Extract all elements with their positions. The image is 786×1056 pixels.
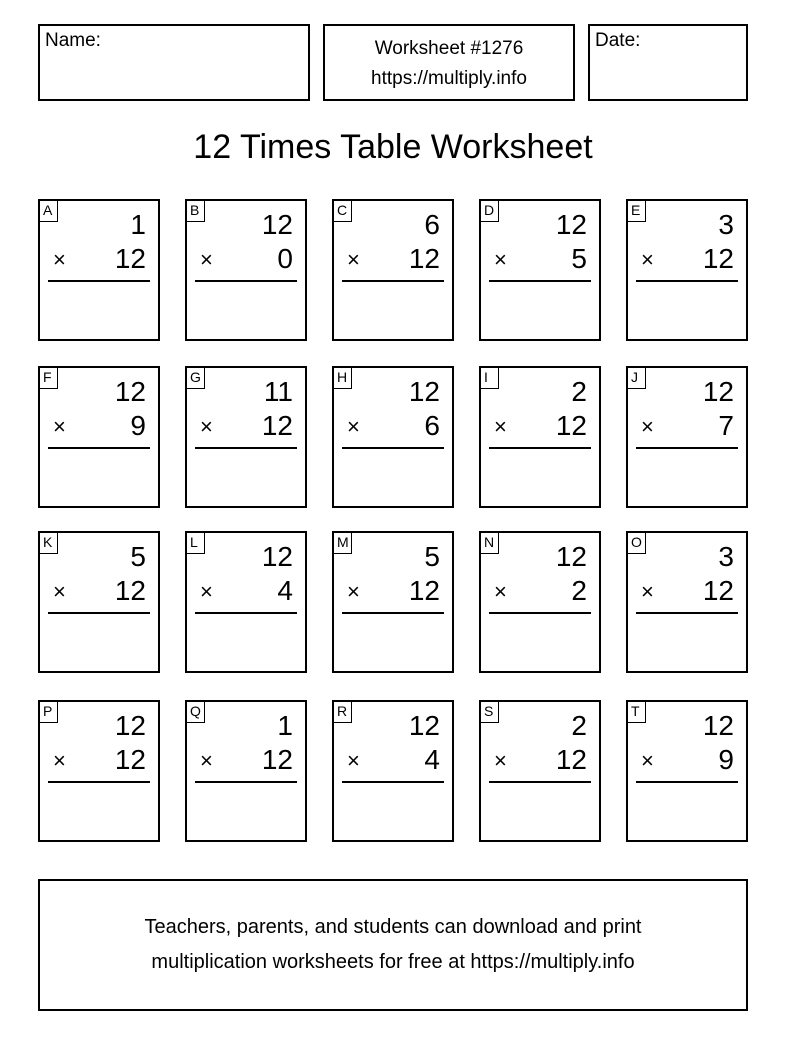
footer-line-2: multiplication worksheets for free at https://multiply.info	[151, 951, 635, 973]
times-icon: ×	[494, 748, 507, 773]
problem-bottom-number: 12	[408, 575, 440, 606]
problem-top-number: 3	[718, 209, 734, 240]
problem-card	[38, 199, 160, 341]
times-icon: ×	[53, 579, 66, 604]
problem-card	[332, 700, 454, 842]
problem-card	[332, 366, 454, 508]
problem-top-number: 12	[555, 541, 587, 572]
problem-letter: E	[627, 200, 646, 222]
problem-top-number: 12	[555, 209, 587, 240]
problem-card	[479, 531, 601, 673]
problem-letter: P	[39, 701, 58, 723]
answer-line	[195, 781, 297, 783]
times-icon: ×	[494, 579, 507, 604]
problem-top-number: 12	[114, 710, 146, 741]
problem-bottom-number: 12	[555, 410, 587, 441]
problem-letter: N	[480, 532, 499, 554]
times-icon: ×	[200, 414, 213, 439]
problem-letter: I	[480, 367, 499, 389]
problem-top-number: 12	[408, 710, 440, 741]
problem-top-number: 1	[277, 710, 293, 741]
problem-bottom-number: 12	[114, 575, 146, 606]
problem-top-number: 12	[261, 541, 293, 572]
problem-top-number: 2	[571, 710, 587, 741]
answer-line	[489, 781, 591, 783]
times-icon: ×	[641, 414, 654, 439]
problem-bottom-number: 12	[408, 243, 440, 274]
problem-card	[185, 700, 307, 842]
worksheet-info-box	[323, 24, 575, 101]
problem-card	[38, 700, 160, 842]
problem-card	[38, 366, 160, 508]
problem-card	[626, 366, 748, 508]
problem-card	[626, 199, 748, 341]
problem-letter: G	[186, 367, 205, 389]
problem-card	[479, 199, 601, 341]
problem-card	[626, 700, 748, 842]
answer-line	[342, 612, 444, 614]
worksheet-url: https://multiply.info	[371, 68, 527, 89]
problem-top-number: 6	[424, 209, 440, 240]
problem-bottom-number: 12	[114, 243, 146, 274]
problem-bottom-number: 12	[114, 744, 146, 775]
answer-line	[342, 280, 444, 282]
problem-card	[479, 366, 601, 508]
answer-line	[48, 447, 150, 449]
problem-top-number: 12	[702, 710, 734, 741]
problem-letter: O	[627, 532, 646, 554]
answer-line	[195, 280, 297, 282]
problem-letter: M	[333, 532, 352, 554]
problem-bottom-number: 0	[277, 243, 293, 274]
problem-letter: T	[627, 701, 646, 723]
answer-line	[48, 612, 150, 614]
times-icon: ×	[641, 748, 654, 773]
answer-line	[489, 447, 591, 449]
times-icon: ×	[200, 748, 213, 773]
problem-card	[332, 531, 454, 673]
problem-top-number: 12	[114, 376, 146, 407]
answer-line	[636, 447, 738, 449]
footer-line-1: Teachers, parents, and students can download and print	[144, 916, 642, 938]
answer-line	[48, 781, 150, 783]
problem-letter: L	[186, 532, 205, 554]
problem-bottom-number: 12	[555, 744, 587, 775]
problem-letter: F	[39, 367, 58, 389]
problem-top-number: 11	[263, 376, 293, 407]
problem-letter: D	[480, 200, 499, 222]
answer-line	[636, 612, 738, 614]
times-icon: ×	[200, 579, 213, 604]
problem-bottom-number: 4	[277, 575, 293, 606]
answer-line	[342, 447, 444, 449]
worksheet-number: Worksheet #1276	[374, 38, 524, 59]
problem-letter: A	[39, 200, 58, 222]
problem-bottom-number: 12	[702, 243, 734, 274]
problem-letter: J	[627, 367, 646, 389]
problem-card	[332, 199, 454, 341]
answer-line	[636, 280, 738, 282]
problem-bottom-number: 7	[718, 410, 734, 441]
problem-top-number: 12	[261, 209, 293, 240]
problem-letter: H	[333, 367, 352, 389]
answer-line	[342, 781, 444, 783]
answer-line	[48, 280, 150, 282]
problem-bottom-number: 12	[702, 575, 734, 606]
problem-letter: C	[333, 200, 352, 222]
times-icon: ×	[641, 247, 654, 272]
problem-letter: B	[186, 200, 205, 222]
problem-bottom-number: 12	[261, 744, 293, 775]
problem-letter: Q	[186, 701, 205, 723]
times-icon: ×	[53, 247, 66, 272]
times-icon: ×	[200, 247, 213, 272]
times-icon: ×	[494, 414, 507, 439]
answer-line	[195, 447, 297, 449]
page-title: 12 Times Table Worksheet	[193, 128, 593, 166]
problem-bottom-number: 9	[130, 410, 146, 441]
times-icon: ×	[347, 579, 360, 604]
problem-top-number: 3	[718, 541, 734, 572]
answer-line	[636, 781, 738, 783]
problem-card	[626, 531, 748, 673]
problem-letter: K	[39, 532, 58, 554]
times-icon: ×	[494, 247, 507, 272]
problem-bottom-number: 6	[424, 410, 440, 441]
times-icon: ×	[347, 414, 360, 439]
problem-top-number: 12	[408, 376, 440, 407]
problem-bottom-number: 12	[261, 410, 293, 441]
name-field-box	[38, 24, 310, 101]
problem-bottom-number: 4	[424, 744, 440, 775]
problem-bottom-number: 2	[571, 575, 587, 606]
times-icon: ×	[53, 748, 66, 773]
problem-letter: S	[480, 701, 499, 723]
problem-letter: R	[333, 701, 352, 723]
problem-card	[185, 366, 307, 508]
times-icon: ×	[347, 748, 360, 773]
problem-top-number: 2	[571, 376, 587, 407]
problem-top-number: 1	[130, 209, 146, 240]
footer-note	[38, 879, 748, 1011]
answer-line	[195, 612, 297, 614]
times-icon: ×	[641, 579, 654, 604]
problem-card	[185, 199, 307, 341]
problem-bottom-number: 9	[718, 744, 734, 775]
problem-card	[38, 531, 160, 673]
date-label: Date:	[595, 30, 641, 51]
problem-card	[185, 531, 307, 673]
times-icon: ×	[53, 414, 66, 439]
date-field-box	[588, 24, 748, 101]
times-icon: ×	[347, 247, 360, 272]
answer-line	[489, 280, 591, 282]
problem-top-number: 5	[130, 541, 146, 572]
answer-line	[489, 612, 591, 614]
problem-bottom-number: 5	[571, 243, 587, 274]
problem-top-number: 12	[702, 376, 734, 407]
name-label: Name:	[45, 30, 101, 51]
problem-card	[479, 700, 601, 842]
problem-top-number: 5	[424, 541, 440, 572]
